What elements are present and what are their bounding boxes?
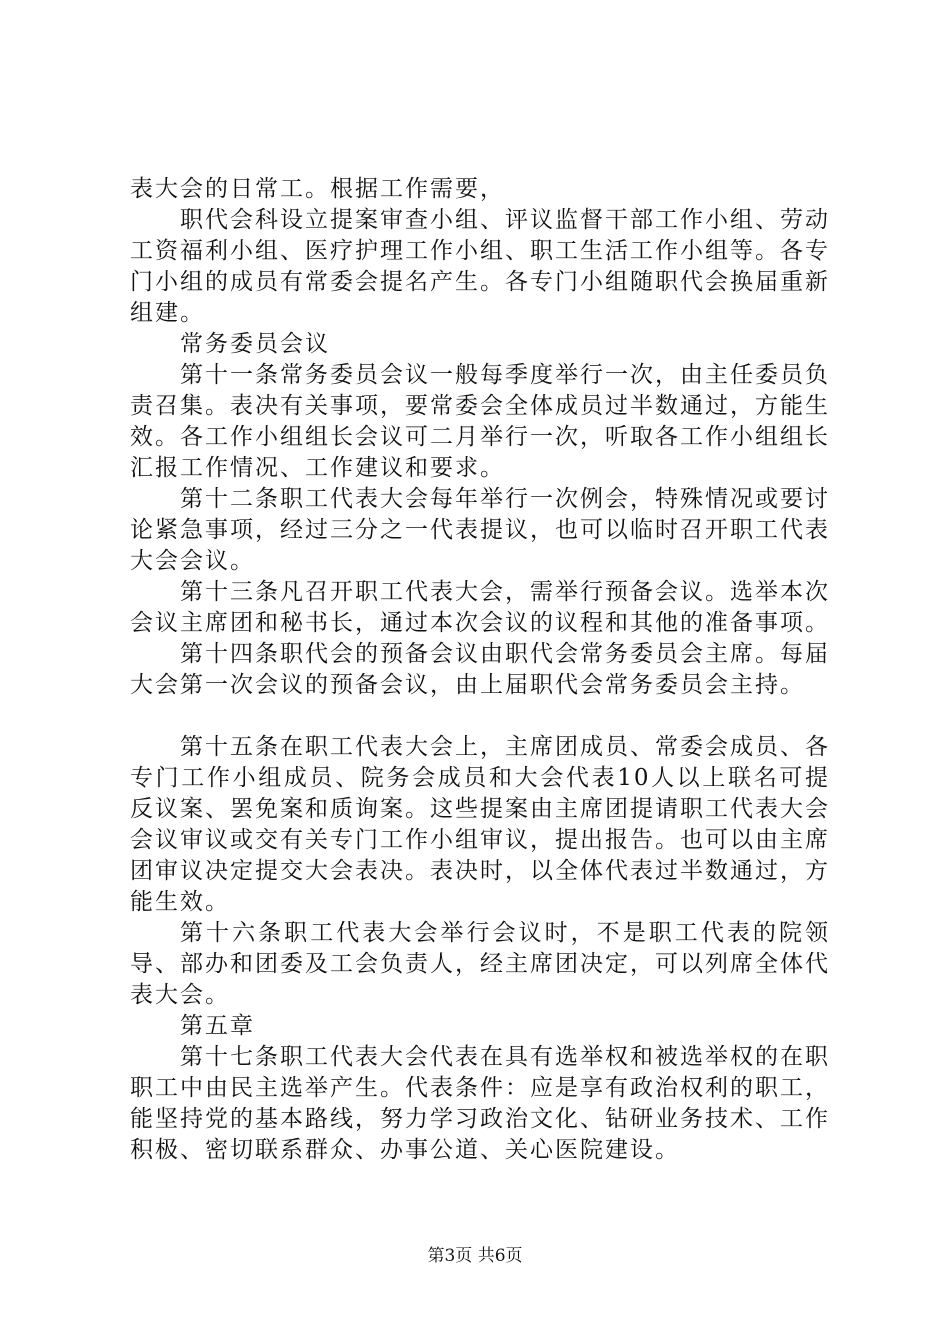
article-17: 第十七条职工代表大会代表在具有选举权和被选举权的在职职工中由民主选举产生。代表条件：应是享有政治权利的职工，能坚持党的基本路线，努力学习政治文化、钻研业务技术、工作积极、密切联系群众、办事公道、关心医院建设。 [130, 1044, 830, 1163]
page-number-footer: 第3页 共6页 [427, 1246, 523, 1266]
chapter-heading-5: 第五章 [180, 1013, 255, 1039]
paragraph-continuation: 表大会的日常工。根据工作需要， [130, 176, 505, 202]
article-16: 第十六条职工代表大会举行会议时，不是职工代表的院领导、部办和团委及工会负责人，经主席团决定，可以列席全体代表大会。 [130, 920, 830, 1008]
paragraph-special-groups: 职代会科设立提案审查小组、评议监督干部工作小组、劳动工资福利小组、医疗护理工作小组、职工生活工作小组等。各专门小组的成员有常委会提名产生。各专门小组随职代会换届重新组建。 [130, 207, 830, 326]
article-13: 第十三条凡召开职工代表大会，需举行预备会议。选举本次会议主席团和秘书长，通过本次会议的议程和其他的准备事项。 [130, 579, 830, 636]
document-body [130, 174, 830, 1166]
article-14: 第十四条职代会的预备会议由职代会常务委员会主席。每届大会第一次会议的预备会议，由上届职代会常务委员会主持。 [130, 641, 830, 698]
article-11: 第十一条常务委员会议一般每季度举行一次，由主任委员负责召集。表决有关事项，要常委会全体成员过半数通过，方能生效。各工作小组组长会议可二月举行一次，听取各工作小组组长汇报工作情况、工作建议和要求。 [130, 362, 830, 481]
article-15: 第十五条在职工代表大会上，主席团成员、常委会成员、各专门工作小组成员、院务会成员和大会代表10人以上联名可提反议案、罢免案和质询案。这些提案由主席团提请职工代表大会会议审议或交有关专门工作小组审议，提出报告。也可以由主席团审议决定提交大会表决。表决时，以全体代表过半数通过，方能生效。 [130, 734, 830, 915]
article-12: 第十二条职工代表大会每年举行一次例会，特殊情况或要讨论紧急事项，经过三分之一代表提议，也可以临时召开职工代表大会会议。 [130, 486, 830, 574]
section-heading-standing-committee: 常务委员会议 [180, 331, 330, 357]
